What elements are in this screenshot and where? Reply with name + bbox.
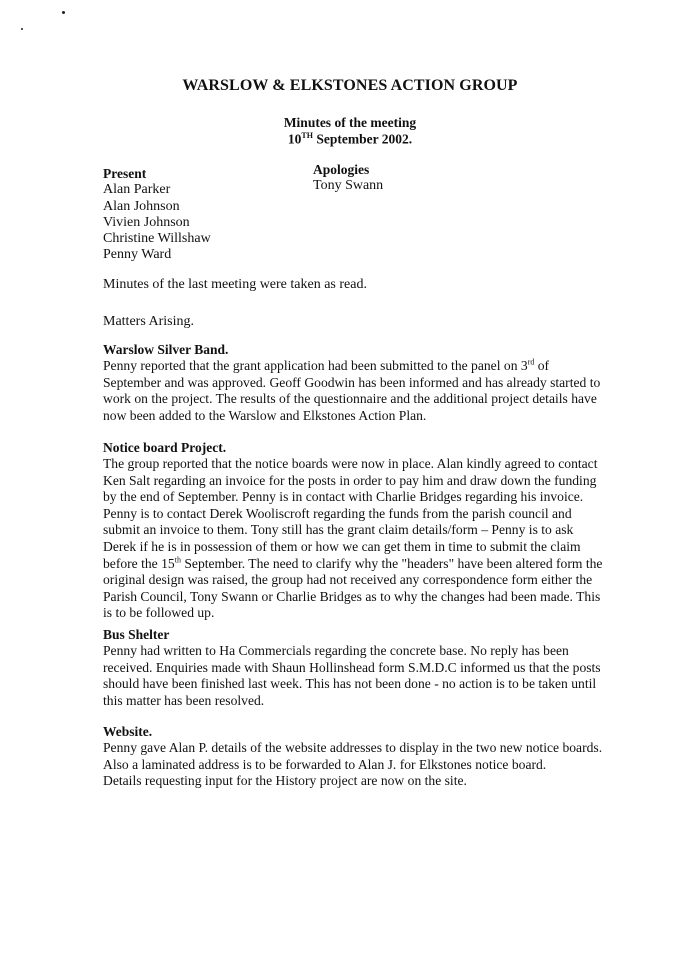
section-heading: Notice board Project. [103, 440, 227, 455]
section-heading: Bus Shelter [103, 627, 170, 642]
date-suffix: TH [301, 131, 313, 140]
section-body: Penny gave Alan P. details of the website addresses to display in the two new notice boards. Also a laminated address is to be forwarded to Alan J. for Elkstones notice board. [103, 740, 603, 772]
attendee-name: Vivien Johnson [103, 214, 190, 230]
section-notice-board [103, 440, 603, 622]
attendee-name: Christine Willshaw [103, 231, 211, 247]
document-title: WARSLOW & ELKSTONES ACTION GROUP [182, 77, 518, 94]
apologies-list [313, 162, 383, 195]
present-list [103, 166, 211, 264]
section-body: The group reported that the notice boards were now in place. Alan kindly agreed to contact Ken Salt regarding an invoice for the posts in order to pay him and draw down the funding by the end of September. Penny is in contact with Charlie Bridges regarding his invoice. Penny is to contact Derek Wooliscroft regarding the funds from the parish council and submit an invoice to them. Tony still has the grant claim details/form – Penny is to ask Derek if he is in possession of them or how we can get them in time to submit the claim before the 15th September. The need to clarify why the "headers" have been altered form the original design was raised, the group had not received any correspondence form either the Parish Council, Tony Swann or Charlie Bridges as to why the changes had been made. This is to be followed up. [103, 456, 603, 621]
previous-minutes-note: Minutes of the last meeting were taken as read. [103, 277, 367, 292]
section-website [103, 724, 603, 790]
apology-name: Tony Swann [313, 178, 384, 194]
present-heading: Present [103, 166, 147, 181]
attendee-name: Penny Ward [103, 247, 172, 263]
section-body: Penny reported that the grant application had been submitted to the panel on 3rd of September and was approved. Geoff Goodwin has been informed and has already started to work on the project. The results of the questionnaire and the additional project details have now been added to the Warslow and Elkstones Action Plan. [103, 357, 601, 423]
section-silver-band [103, 342, 603, 424]
section-bus-shelter [103, 627, 603, 709]
minutes-subtitle: Minutes of the meeting [283, 115, 417, 130]
section-heading: Website. [103, 724, 153, 739]
section-heading: Warslow Silver Band. [103, 342, 229, 357]
date-rest: September 2002. [312, 131, 413, 147]
date-day: 10 [287, 131, 302, 147]
section-body: Penny had written to Ha Commercials regarding the concrete base. No reply has been received. Enquiries made with Shaun Hollinshead form S.M.D.C informed us that the posts should have been finished last week. This has not been done - no action is to be taken until this matter has been resolved. [103, 643, 601, 708]
attendee-name: Alan Johnson [103, 198, 180, 214]
attendee-name: Alan Parker [103, 182, 171, 198]
apologies-heading: Apologies [313, 162, 370, 177]
scan-speck [62, 11, 65, 14]
scan-speck [21, 28, 23, 30]
meeting-date [0, 131, 700, 148]
section-extra-line: Details requesting input for the History project are now on the site. [103, 773, 467, 789]
matters-arising-label: Matters Arising. [103, 314, 194, 329]
